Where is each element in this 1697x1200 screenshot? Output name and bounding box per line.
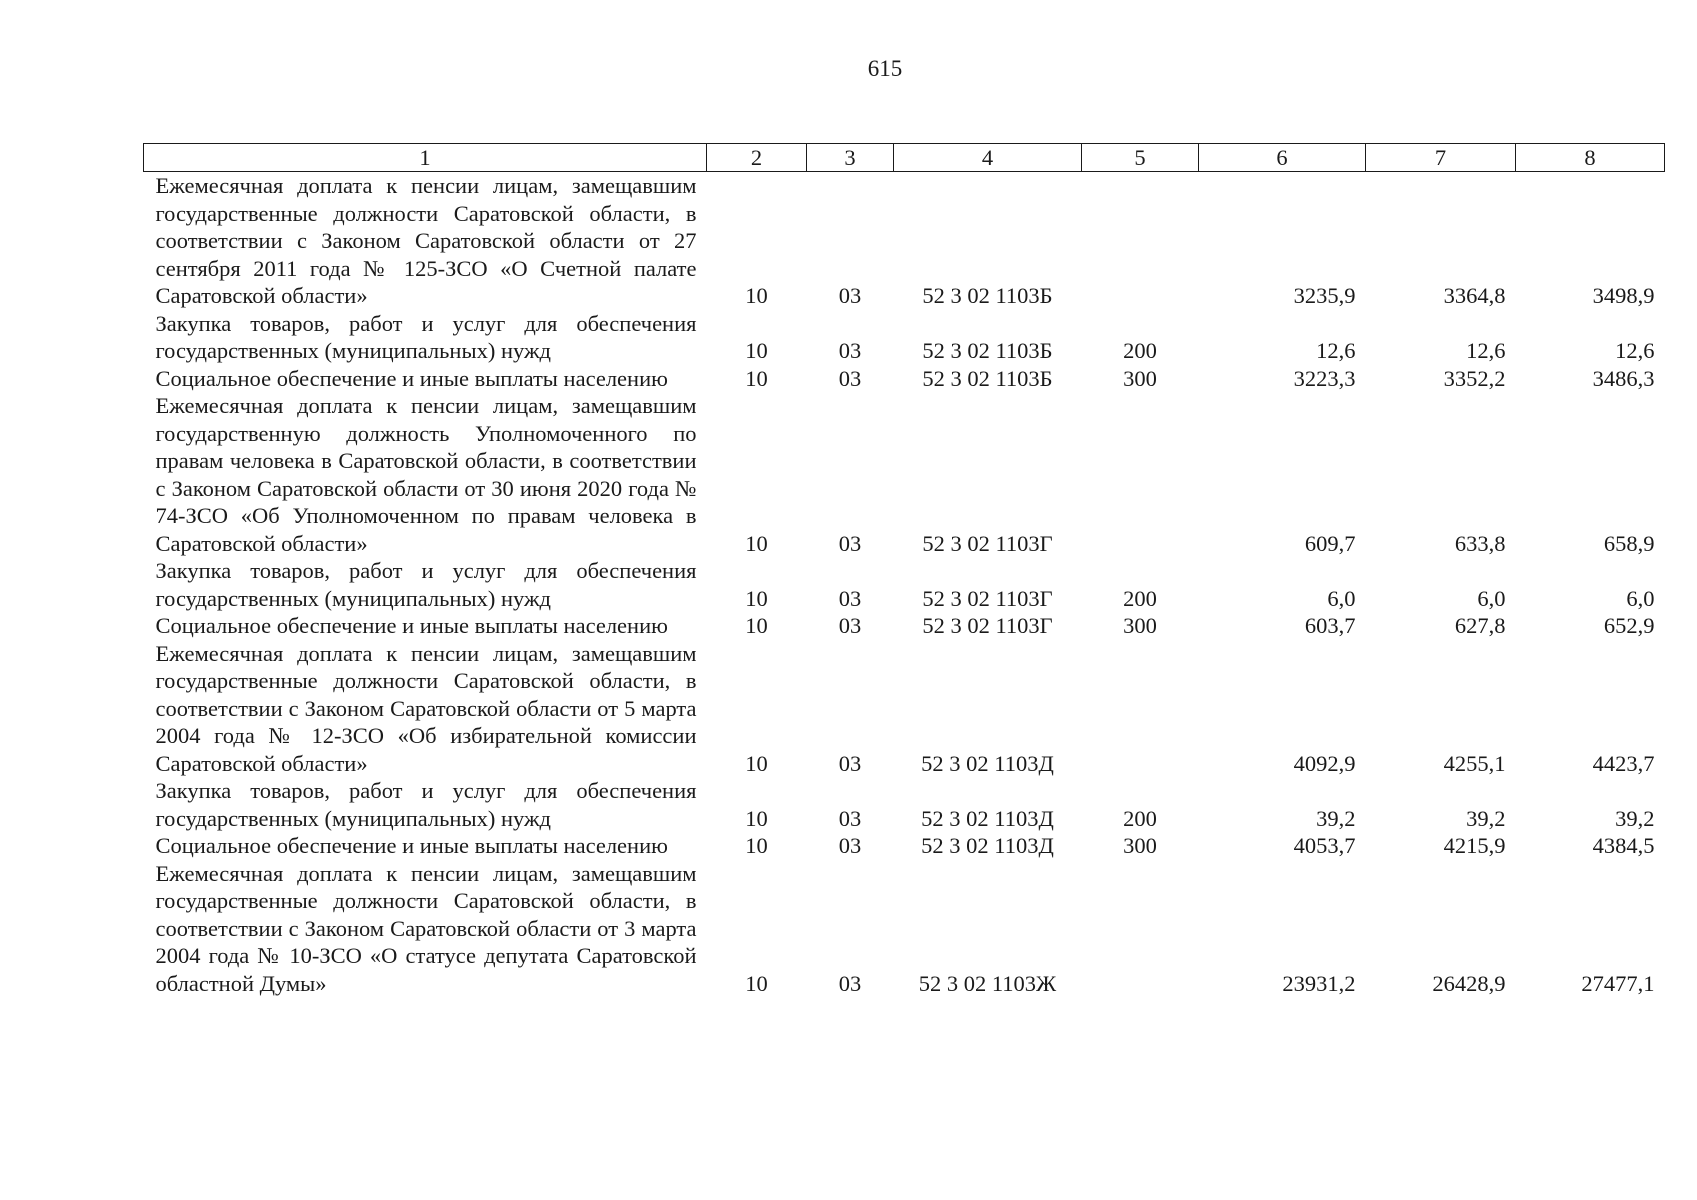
row-value-7: 12,6: [1466, 338, 1506, 363]
row-value-8: 3498,9: [1592, 283, 1655, 308]
row-name: Ежемесячная доплата к пенсии лицам, замещавшим государственные должности Саратовской области, в соответствии с Законом Саратовской области от 5 марта 2004 года № 12-ЗСО «Об избирательной комиссии Саратовской области»: [155, 640, 697, 776]
row-expense-type: 200: [1123, 585, 1157, 611]
row-name: Закупка товаров, работ и услуг для обеспечения государственных (муниципальных) нужд: [155, 778, 697, 831]
row-value-7: 627,8: [1454, 613, 1506, 638]
row-name: Социальное обеспечение и иные выплаты населению: [155, 613, 668, 638]
column-header-1: 1: [144, 144, 707, 172]
row-value-7: 39,2: [1466, 805, 1506, 831]
row-target-code: 52 3 02 1103Б: [922, 338, 1053, 363]
table-row: [144, 612, 1665, 640]
row-subsection: 03: [838, 530, 862, 556]
row-expense-type: 300: [1123, 365, 1157, 391]
row-value-8: 6,0: [1626, 585, 1655, 611]
row-expense-type: [1082, 860, 1199, 998]
column-header-2: 2: [707, 144, 807, 172]
row-value-6: 39,2: [1316, 805, 1356, 831]
row-name: Ежемесячная доплата к пенсии лицам, замещавшим государственные должности Саратовской области, в соответствии с Законом Саратовской области от 3 марта 2004 года № 10-ЗСО «О статусе депутата Саратовской областной Думы»: [155, 860, 697, 996]
row-section: 10: [745, 833, 768, 858]
row-name: Социальное обеспечение и иные выплаты населению: [155, 833, 668, 858]
row-target-code: 52 3 02 1103Д: [921, 833, 1054, 858]
table-row: [144, 392, 1665, 557]
row-expense-type: 300: [1123, 833, 1157, 858]
row-value-8: 4384,5: [1592, 833, 1655, 858]
row-expense-type: 300: [1123, 613, 1157, 638]
row-value-7: 6,0: [1477, 585, 1506, 611]
row-value-6: 4092,9: [1293, 750, 1356, 776]
row-section: 10: [745, 613, 768, 638]
row-subsection: 03: [838, 585, 862, 611]
row-target-code: 52 3 02 1103Д: [921, 750, 1054, 776]
row-value-8: 12,6: [1615, 338, 1655, 363]
table-header: [144, 144, 1665, 172]
row-value-6: 603,7: [1304, 613, 1356, 638]
table-row: [144, 310, 1665, 365]
row-name: Социальное обеспечение и иные выплаты населению: [155, 365, 668, 391]
row-value-6: 3223,3: [1293, 365, 1356, 391]
table-row: [144, 777, 1665, 832]
row-value-8: 658,9: [1603, 530, 1655, 556]
row-value-7: 4255,1: [1443, 750, 1506, 776]
row-subsection: 03: [838, 805, 862, 831]
row-subsection: 03: [838, 283, 862, 308]
row-name: Ежемесячная доплата к пенсии лицам, замещавшим государственные должности Саратовской области, в соответствии с Законом Саратовской области от 27 сентября 2011 года № 125-ЗСО «О Счетной палате Саратовской области»: [155, 173, 697, 308]
row-name: Закупка товаров, работ и услуг для обеспечения государственных (муниципальных) нужд: [155, 310, 697, 363]
row-name: Ежемесячная доплата к пенсии лицам, замещавшим государственную должность Уполномоченного по правам человека в Саратовской области, в соответствии с Законом Саратовской области от 30 июня 2020 года № 74-ЗСО «Об Уполномоченном по правам человека в Саратовской области»: [155, 393, 697, 556]
row-value-6: 4053,7: [1293, 833, 1356, 858]
row-name: Закупка товаров, работ и услуг для обеспечения государственных (муниципальных) нужд: [155, 558, 697, 611]
row-section: 10: [745, 750, 768, 776]
row-value-8: 27477,1: [1581, 970, 1655, 996]
table-row: [144, 860, 1665, 998]
row-section: 10: [745, 805, 768, 831]
row-target-code: 52 3 02 1103Г: [922, 530, 1053, 556]
row-subsection: 03: [838, 750, 862, 776]
row-value-7: 633,8: [1454, 530, 1506, 556]
row-value-6: 12,6: [1316, 338, 1356, 363]
row-target-code: 52 3 02 1103Г: [922, 585, 1053, 611]
table-body: [144, 172, 1665, 998]
row-value-7: 3352,2: [1443, 365, 1506, 391]
row-subsection: 03: [838, 970, 862, 996]
row-value-6: 6,0: [1327, 585, 1356, 611]
row-target-code: 52 3 02 1103Б: [922, 365, 1053, 391]
row-value-6: 23931,2: [1282, 970, 1356, 996]
column-header-7: 7: [1366, 144, 1516, 172]
table-row: [144, 557, 1665, 612]
row-section: 10: [745, 585, 768, 611]
column-header-6: 6: [1199, 144, 1366, 172]
row-subsection: 03: [838, 613, 862, 638]
row-value-7: 26428,9: [1432, 970, 1506, 996]
row-value-6: 3235,9: [1293, 283, 1356, 308]
page-number: 615: [867, 56, 903, 81]
header-row: [144, 144, 1665, 172]
row-section: 10: [745, 365, 768, 391]
row-target-code: 52 3 02 1103Б: [922, 283, 1053, 308]
row-target-code: 52 3 02 1103Д: [921, 805, 1054, 831]
table-row: [144, 172, 1665, 310]
row-subsection: 03: [838, 338, 862, 363]
row-value-8: 3486,3: [1592, 365, 1655, 391]
row-subsection: 03: [838, 833, 862, 858]
row-section: 10: [745, 530, 768, 556]
row-section: 10: [745, 283, 768, 308]
column-header-5: 5: [1082, 144, 1199, 172]
row-expense-type: 200: [1123, 338, 1157, 363]
row-value-7: 3364,8: [1443, 283, 1506, 308]
row-expense-type: [1082, 640, 1199, 778]
column-header-4: 4: [894, 144, 1082, 172]
row-value-8: 4423,7: [1592, 750, 1655, 776]
row-value-8: 39,2: [1615, 805, 1655, 831]
row-target-code: 52 3 02 1103Ж: [918, 970, 1057, 996]
row-target-code: 52 3 02 1103Г: [922, 613, 1053, 638]
row-section: 10: [745, 970, 768, 996]
table-row: [144, 640, 1665, 778]
row-expense-type: 200: [1123, 805, 1157, 831]
budget-table: [143, 143, 1665, 997]
table-row: [144, 365, 1665, 393]
column-header-8: 8: [1516, 144, 1665, 172]
table-row: [144, 832, 1665, 860]
row-expense-type: [1082, 172, 1199, 310]
column-header-3: 3: [807, 144, 894, 172]
row-value-6: 609,7: [1304, 530, 1356, 556]
row-subsection: 03: [838, 365, 862, 391]
row-expense-type: [1082, 392, 1199, 557]
row-value-7: 4215,9: [1443, 833, 1506, 858]
row-section: 10: [745, 338, 768, 363]
row-value-8: 652,9: [1603, 613, 1655, 638]
